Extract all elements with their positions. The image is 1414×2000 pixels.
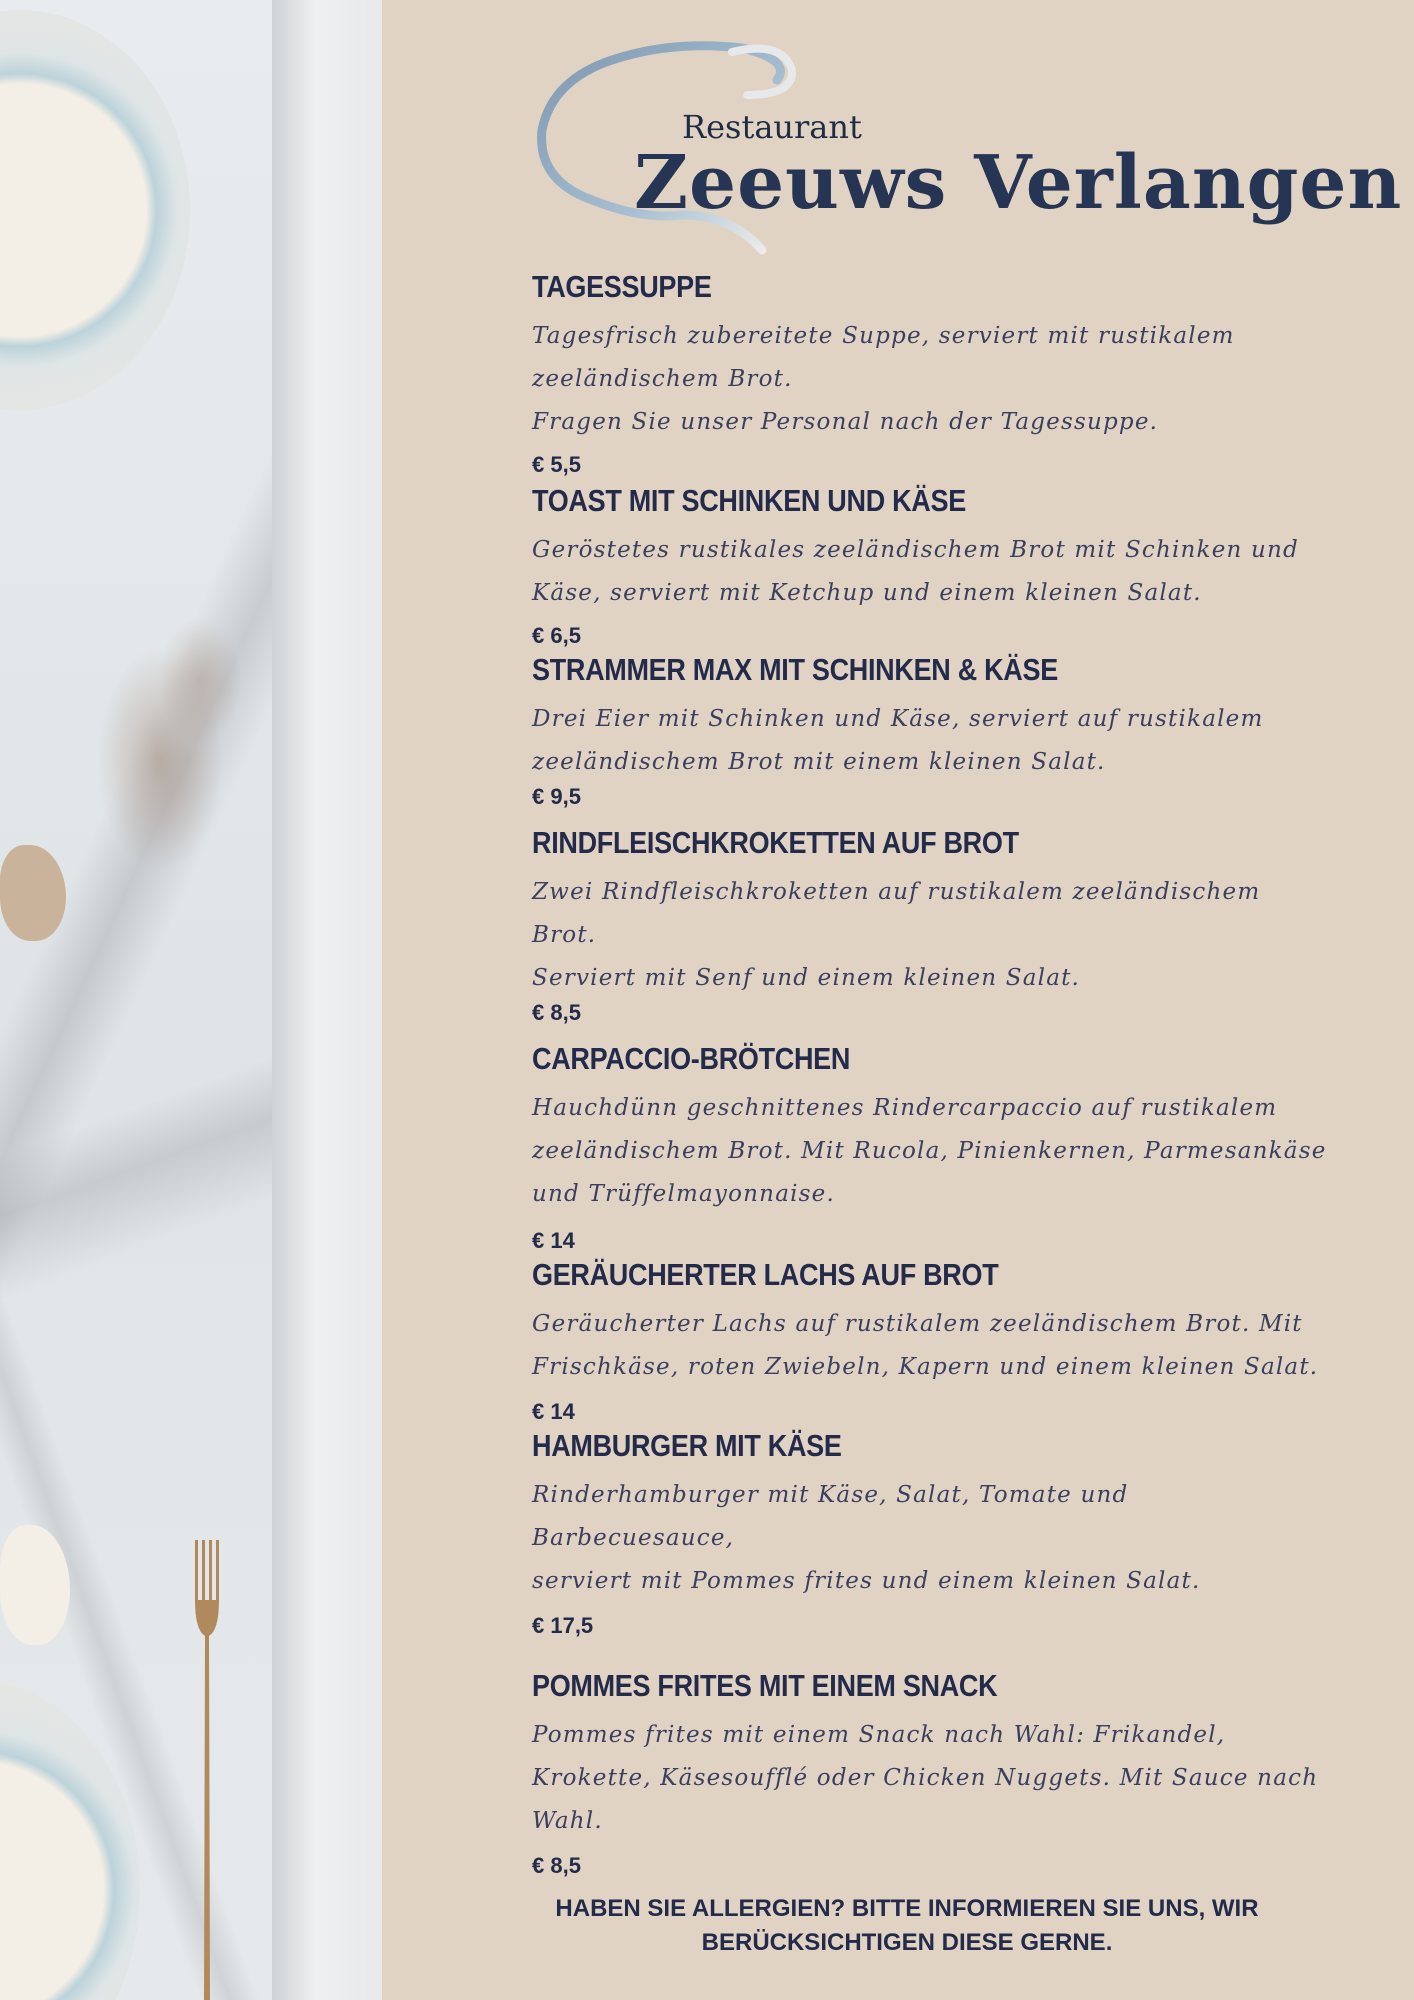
menu-item-title: RINDFLEISCHKROKETTEN AUF BROT [532,826,1019,860]
menu-item-price: € 6,5 [532,623,581,648]
page-edge-shadow [272,0,382,2000]
marble-background [0,0,272,2000]
menu-item-title: TAGESSUPPE [532,270,712,304]
menu-page [382,0,1414,2000]
menu-item-title: TOAST MIT SCHINKEN UND KÄSE [532,484,966,518]
menu-item-price: € 9,5 [532,784,581,809]
bread-crumb [0,1525,70,1645]
menu-item-description: Drei Eier mit Schinken und Käse, serviert auf rustikalem zeeländischem Brot mit einem kleinen Salat. [532,706,1264,775]
menu-item-price: € 8,5 [532,1000,581,1025]
bread-crumb [0,845,66,941]
menu-item-title: STRAMMER MAX MIT SCHINKEN & KÄSE [532,653,1058,687]
menu-item-title: CARPACCIO-BRÖTCHEN [532,1042,851,1076]
menu-item [532,484,1332,649]
menu-item [532,270,1332,478]
menu-item-description: Rinderhamburger mit Käse, Salat, Tomate und Barbecuesauce, serviert mit Pommes frites und einem kleinen Salat. [532,1482,1201,1594]
menu-item-description: Geräucherter Lachs auf rustikalem zeeländischem Brot. Mit Frischkäse, roten Zwiebeln, Kapern und einem kleinen Salat. [532,1311,1319,1380]
menu-item-price: € 14 [532,1228,575,1253]
menu-item-title: GERÄUCHERTER LACHS AUF BROT [532,1258,999,1292]
plate-image-top [0,10,190,410]
menu-item-description: Zwei Rindfleischkroketten auf rustikalem zeeländischem Brot. Serviert mit Senf und einem kleinen Salat. [532,879,1261,991]
menu-item-description: Pommes frites mit einem Snack nach Wahl: Frikandel, Krokette, Käsesoufflé oder Chicken Nuggets. Mit Sauce nach Wahl. [532,1722,1319,1834]
menu-item-price: € 17,5 [532,1613,594,1638]
plate-image-bottom [0,1680,140,2000]
menu-item [532,1258,1332,1425]
menu-item-price: € 5,5 [532,452,581,477]
menu-list [532,270,1332,1879]
menu-item [532,1669,1332,1879]
menu-item-title: HAMBURGER MIT KÄSE [532,1429,842,1463]
restaurant-logo [532,40,1403,260]
menu-item-description: Hauchdünn geschnittenes Rindercarpaccio auf rustikalem zeeländischem Brot. Mit Rucola, Pinienkernen, Parmesankäse und Trüffelmayonnaise. [532,1095,1327,1207]
fork-image [192,1540,222,2000]
logo-subtitle: Restaurant [682,108,862,146]
menu-item-title: POMMES FRITES MIT EINEM SNACK [532,1669,998,1703]
restaurant-name: Zeeuws Verlangen [634,140,1403,226]
menu-item [532,653,1332,810]
allergy-note: HABEN SIE ALLERGIEN? BITTE INFORMIEREN SIE UNS, WIR BERÜCKSICHTIGEN DIESE GERNE. [555,1895,1259,1956]
menu-item-price: € 14 [532,1399,575,1424]
menu-item-description: Tagesfrisch zubereitete Suppe, serviert mit rustikalem zeeländischem Brot. Fragen Sie unser Personal nach der Tagessuppe. [532,323,1235,435]
menu-item [532,1042,1332,1254]
menu-item-description: Geröstetes rustikales zeeländischem Brot mit Schinken und Käse, serviert mit Ketchup und einem kleinen Salat. [532,537,1299,606]
menu-item [532,826,1332,1026]
menu-item [532,1429,1332,1639]
menu-item-price: € 8,5 [532,1853,581,1878]
